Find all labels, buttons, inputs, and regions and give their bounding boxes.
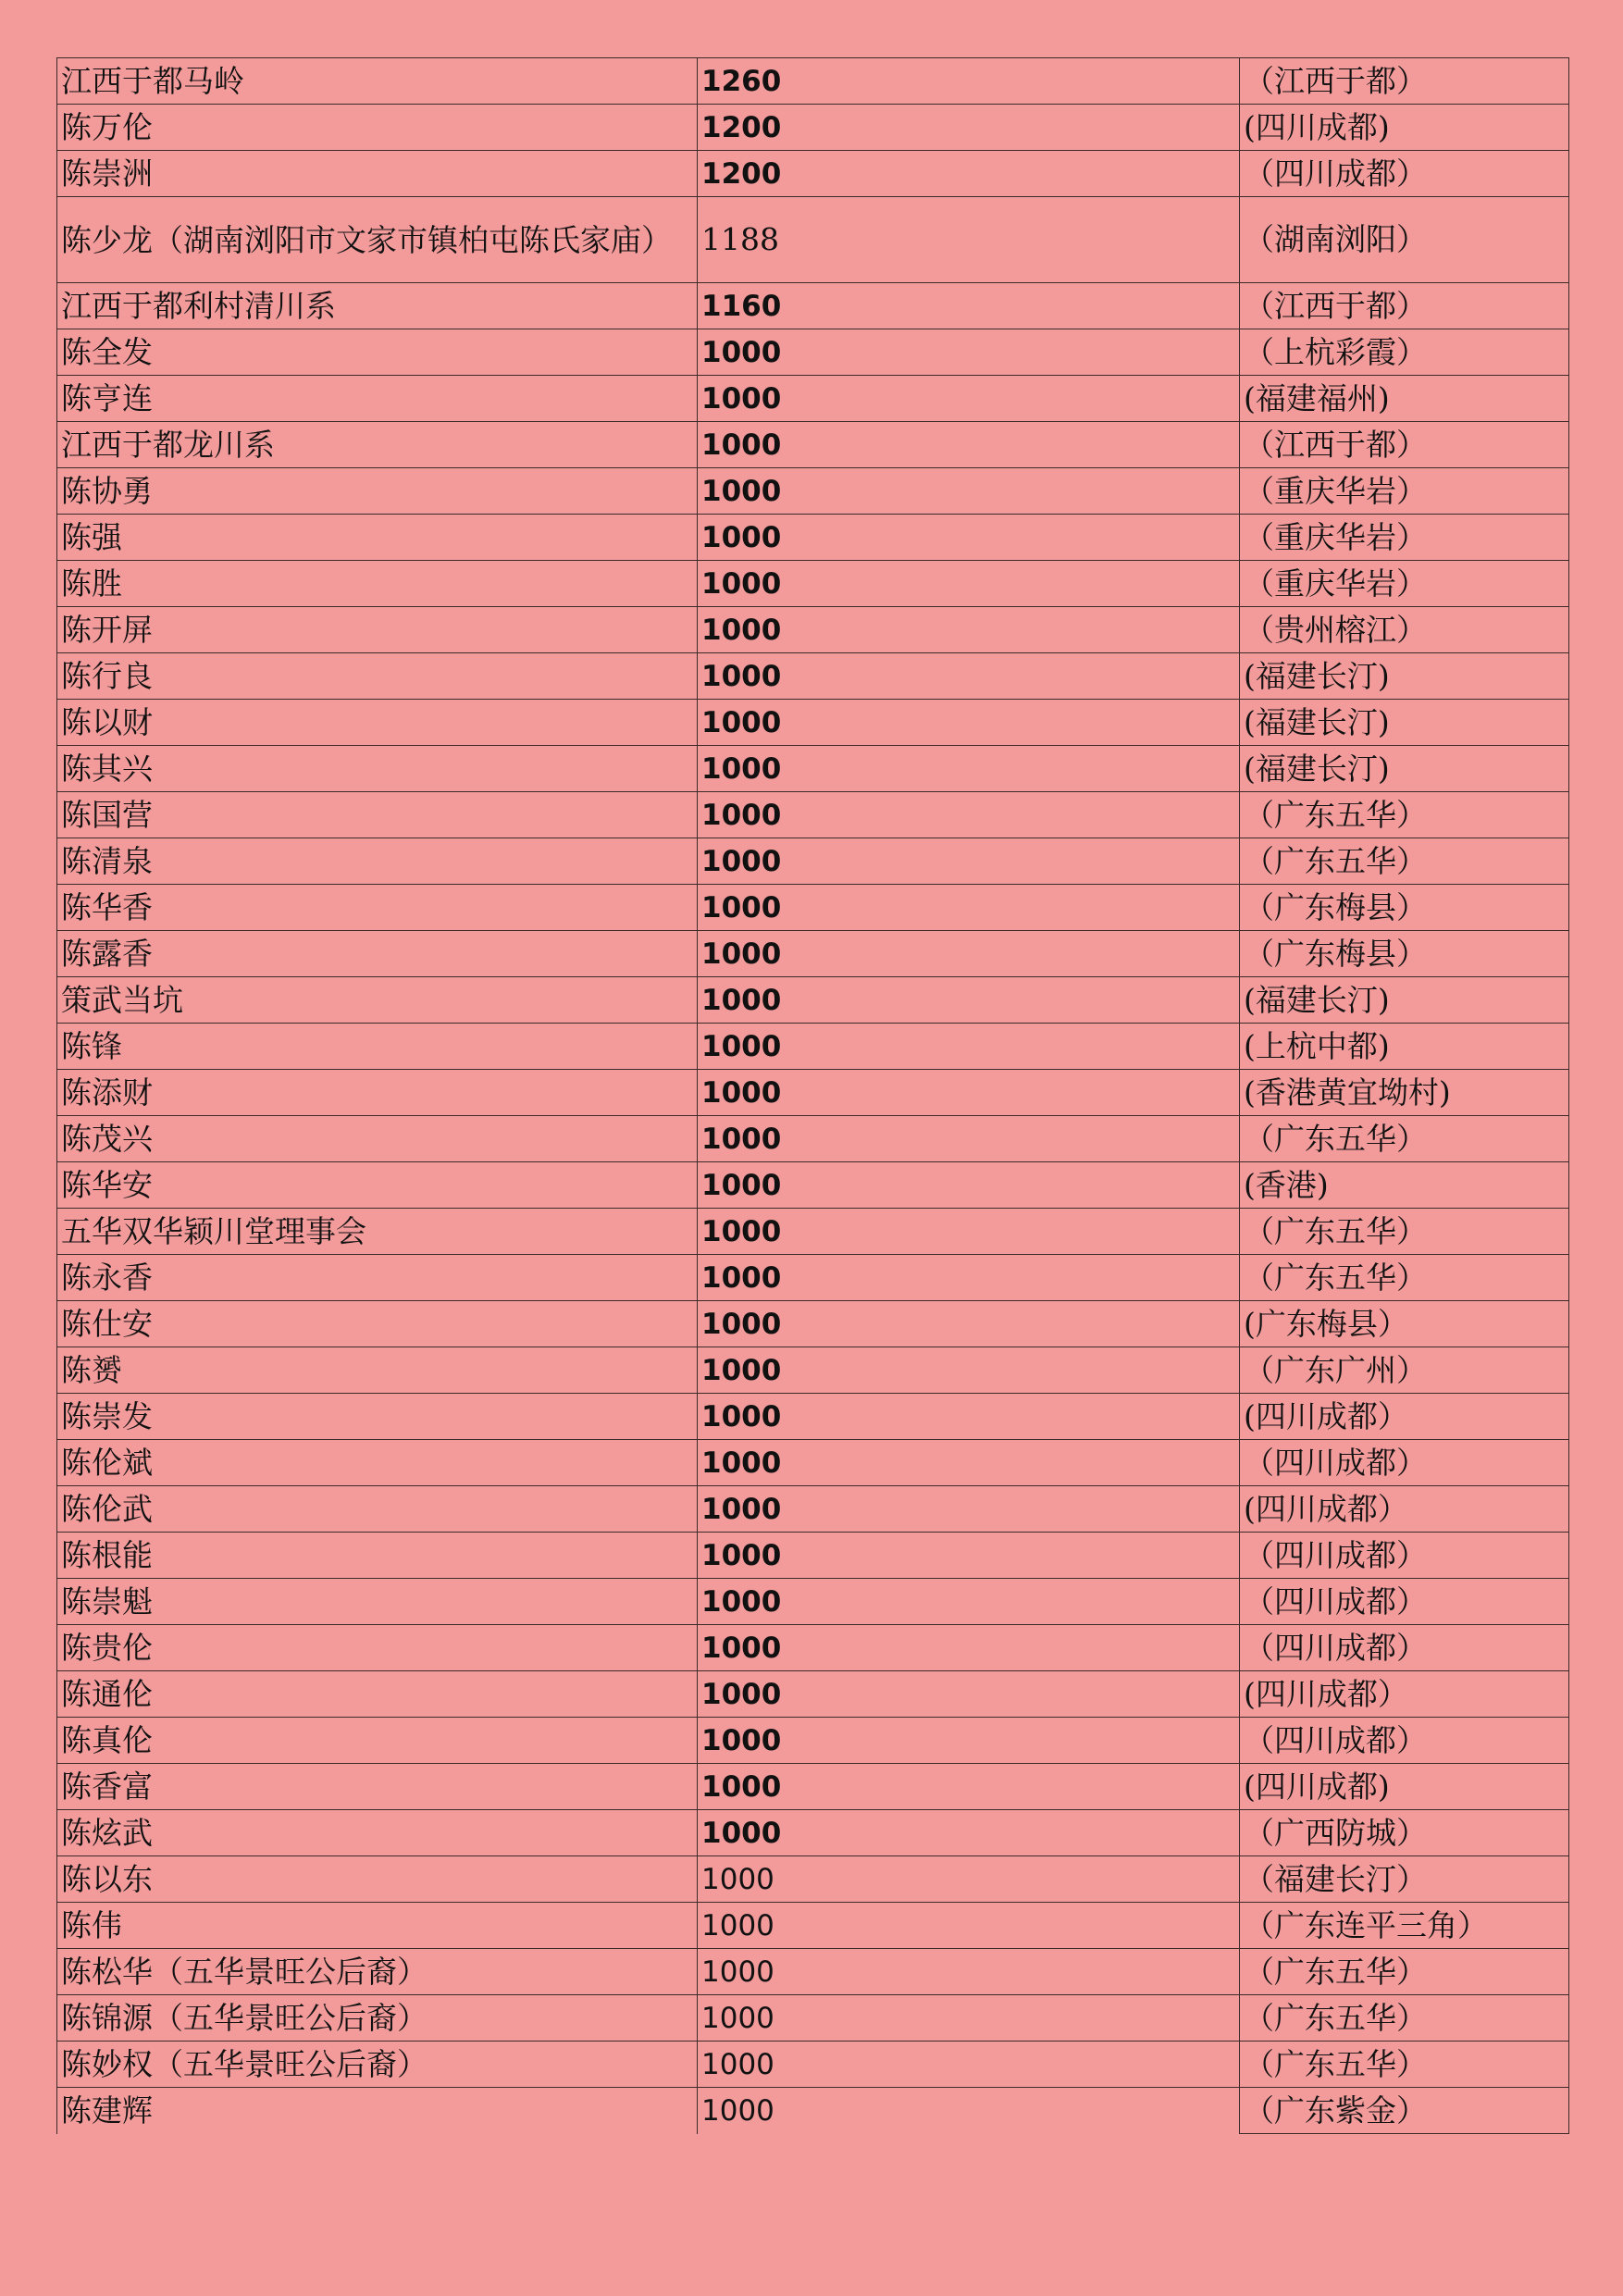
- table-row: [57, 1255, 1569, 1301]
- table-row: [57, 700, 1569, 746]
- donor-name-cell: 陈万伦: [57, 105, 698, 151]
- donor-location-cell: （广东五华）: [1240, 1995, 1569, 2042]
- donation-amount-cell: 1000: [698, 1209, 1240, 1255]
- donation-amount-cell: 1000: [698, 700, 1240, 746]
- table-row: [57, 1070, 1569, 1116]
- donor-name-cell: 陈赟: [57, 1347, 698, 1394]
- table-row: [57, 376, 1569, 422]
- donor-name-cell: 陈华香: [57, 885, 698, 931]
- donor-name-cell: 陈妙权（五华景旺公后裔）: [57, 2042, 698, 2088]
- table-row: [57, 1440, 1569, 1486]
- donor-name-cell: 陈其兴: [57, 746, 698, 792]
- donor-location-cell: (四川成都）: [1240, 1394, 1569, 1440]
- donor-name-cell: 陈少龙（湖南浏阳市文家市镇柏屯陈氏家庙）: [57, 197, 698, 283]
- table-row: [57, 885, 1569, 931]
- donor-location-cell: (上杭中都): [1240, 1024, 1569, 1070]
- donor-location-cell: （江西于都）: [1240, 58, 1569, 105]
- donation-amount-cell: 1000: [698, 1116, 1240, 1162]
- donor-name-cell: 陈仕安: [57, 1301, 698, 1347]
- donation-amount-cell: 1000: [698, 1070, 1240, 1116]
- donor-name-cell: 陈根能: [57, 1533, 698, 1579]
- donor-name-cell: 策武当坑: [57, 977, 698, 1024]
- donation-amount-cell: 1000: [698, 1024, 1240, 1070]
- table-row: [57, 1856, 1569, 1903]
- donor-location-cell: (福建长汀): [1240, 653, 1569, 700]
- donation-amount-cell: 1000: [698, 1903, 1240, 1949]
- table-row: [57, 422, 1569, 468]
- donation-amount-cell: 1000: [698, 607, 1240, 653]
- donation-amount-cell: 1000: [698, 329, 1240, 376]
- donor-location-cell: （广东五华）: [1240, 2042, 1569, 2088]
- donor-location-cell: (四川成都）: [1240, 1486, 1569, 1533]
- donor-location-cell: （广东广州）: [1240, 1347, 1569, 1394]
- table-row: [57, 515, 1569, 561]
- table-row: [57, 1810, 1569, 1856]
- donor-name-cell: 陈永香: [57, 1255, 698, 1301]
- donor-name-cell: 陈香富: [57, 1764, 698, 1810]
- donor-name-cell: 陈崇洲: [57, 151, 698, 197]
- table-row: [57, 468, 1569, 515]
- donation-amount-cell: 1188: [698, 197, 1240, 283]
- donor-location-cell: （湖南浏阳）: [1240, 197, 1569, 283]
- donation-amount-cell: 1000: [698, 2088, 1240, 2134]
- donation-amount-cell: 1200: [698, 105, 1240, 151]
- donation-amount-cell: 1000: [698, 376, 1240, 422]
- donation-amount-cell: 1000: [698, 931, 1240, 977]
- table-row: [57, 151, 1569, 197]
- donation-amount-cell: 1000: [698, 792, 1240, 838]
- donor-location-cell: (四川成都): [1240, 105, 1569, 151]
- donor-location-cell: （江西于都）: [1240, 283, 1569, 329]
- donation-amount-cell: 1000: [698, 1718, 1240, 1764]
- donor-name-cell: 陈清泉: [57, 838, 698, 885]
- donor-location-cell: （广东五华）: [1240, 1255, 1569, 1301]
- donation-amount-cell: 1000: [698, 1394, 1240, 1440]
- donation-amount-cell: 1200: [698, 151, 1240, 197]
- donor-location-cell: （广东连平三角）: [1240, 1903, 1569, 1949]
- donor-location-cell: (四川成都）: [1240, 1671, 1569, 1718]
- table-row: [57, 977, 1569, 1024]
- table-row: [57, 1486, 1569, 1533]
- donor-name-cell: 陈强: [57, 515, 698, 561]
- table-row: [57, 561, 1569, 607]
- donation-amount-cell: 1000: [698, 1440, 1240, 1486]
- donor-name-cell: 陈亨连: [57, 376, 698, 422]
- donor-location-cell: (四川成都): [1240, 1764, 1569, 1810]
- donor-table-body: [57, 58, 1569, 2134]
- table-row: [57, 746, 1569, 792]
- table-row: [57, 1764, 1569, 1810]
- donor-location-cell: (福建长汀): [1240, 746, 1569, 792]
- donor-location-cell: （广东梅县）: [1240, 931, 1569, 977]
- table-row: [57, 1949, 1569, 1995]
- donor-name-cell: 陈全发: [57, 329, 698, 376]
- donor-location-cell: (福建长汀): [1240, 700, 1569, 746]
- donation-amount-cell: 1000: [698, 468, 1240, 515]
- donor-name-cell: 陈炫武: [57, 1810, 698, 1856]
- table-row: [57, 931, 1569, 977]
- donor-name-cell: 陈松华（五华景旺公后裔）: [57, 1949, 698, 1995]
- table-row: [57, 1347, 1569, 1394]
- donor-name-cell: 江西于都利村清川系: [57, 283, 698, 329]
- donation-amount-cell: 1000: [698, 1810, 1240, 1856]
- table-row: [57, 1301, 1569, 1347]
- table-row: [57, 1533, 1569, 1579]
- donation-amount-cell: 1000: [698, 1486, 1240, 1533]
- donor-location-cell: （广东梅县）: [1240, 885, 1569, 931]
- donor-location-cell: （广东五华）: [1240, 838, 1569, 885]
- donation-amount-cell: 1000: [698, 515, 1240, 561]
- donation-amount-cell: 1000: [698, 653, 1240, 700]
- table-row: [57, 197, 1569, 283]
- donor-name-cell: 陈华安: [57, 1162, 698, 1209]
- donor-name-cell: 陈通伦: [57, 1671, 698, 1718]
- donor-name-cell: 陈以财: [57, 700, 698, 746]
- donor-name-cell: 陈锦源（五华景旺公后裔）: [57, 1995, 698, 2042]
- donor-name-cell: 陈协勇: [57, 468, 698, 515]
- table-row: [57, 1903, 1569, 1949]
- donor-location-cell: （上杭彩霞）: [1240, 329, 1569, 376]
- donor-name-cell: 陈真伦: [57, 1718, 698, 1764]
- donor-location-cell: （四川成都）: [1240, 1625, 1569, 1671]
- donation-amount-cell: 1000: [698, 746, 1240, 792]
- donation-amount-cell: 1000: [698, 1301, 1240, 1347]
- donor-location-cell: （广东五华）: [1240, 1116, 1569, 1162]
- donor-location-cell: (香港黄宜坳村): [1240, 1070, 1569, 1116]
- table-row: [57, 653, 1569, 700]
- donor-name-cell: 五华双华颖川堂理事会: [57, 1209, 698, 1255]
- donation-amount-cell: 1260: [698, 58, 1240, 105]
- donation-amount-cell: 1000: [698, 1764, 1240, 1810]
- table-row: [57, 329, 1569, 376]
- donation-amount-cell: 1000: [698, 1856, 1240, 1903]
- donation-amount-cell: 1000: [698, 977, 1240, 1024]
- donor-location-cell: （广西防城）: [1240, 1810, 1569, 1856]
- donation-amount-cell: 1000: [698, 1949, 1240, 1995]
- donor-location-cell: （广东紫金）: [1240, 2088, 1569, 2134]
- donor-location-cell: （福建长汀）: [1240, 1856, 1569, 1903]
- table-row: [57, 1024, 1569, 1070]
- donor-location-cell: （四川成都）: [1240, 1533, 1569, 1579]
- donor-location-cell: （重庆华岩）: [1240, 515, 1569, 561]
- donor-name-cell: 陈崇魁: [57, 1579, 698, 1625]
- donation-amount-cell: 1000: [698, 1347, 1240, 1394]
- donor-location-cell: （广东五华）: [1240, 792, 1569, 838]
- donation-amount-cell: 1000: [698, 1579, 1240, 1625]
- table-row: [57, 2042, 1569, 2088]
- donor-location-cell: （四川成都）: [1240, 1579, 1569, 1625]
- donor-location-cell: (香港): [1240, 1162, 1569, 1209]
- donor-name-cell: 陈国营: [57, 792, 698, 838]
- table-row: [57, 58, 1569, 105]
- donor-location-cell: （四川成都）: [1240, 1718, 1569, 1764]
- donor-location-cell: (福建长汀): [1240, 977, 1569, 1024]
- donor-name-cell: 陈露香: [57, 931, 698, 977]
- donation-amount-cell: 1000: [698, 1255, 1240, 1301]
- donation-amount-cell: 1000: [698, 1671, 1240, 1718]
- donor-name-cell: 陈以东: [57, 1856, 698, 1903]
- table-row: [57, 1671, 1569, 1718]
- donor-location-cell: （广东五华）: [1240, 1209, 1569, 1255]
- donor-name-cell: 陈崇发: [57, 1394, 698, 1440]
- table-row: [57, 838, 1569, 885]
- donor-location-cell: （重庆华岩）: [1240, 468, 1569, 515]
- table-row: [57, 1579, 1569, 1625]
- table-row: [57, 105, 1569, 151]
- table-row: [57, 1625, 1569, 1671]
- table-row: [57, 283, 1569, 329]
- donor-location-cell: (广东梅县）: [1240, 1301, 1569, 1347]
- donor-location-cell: （四川成都）: [1240, 151, 1569, 197]
- table-row: [57, 1394, 1569, 1440]
- donation-amount-cell: 1000: [698, 1533, 1240, 1579]
- table-row: [57, 1718, 1569, 1764]
- donor-name-cell: 陈开屏: [57, 607, 698, 653]
- donor-name-cell: 陈茂兴: [57, 1116, 698, 1162]
- donor-location-cell: (福建福州): [1240, 376, 1569, 422]
- donor-name-cell: 陈锋: [57, 1024, 698, 1070]
- donation-amount-cell: 1000: [698, 838, 1240, 885]
- donor-location-cell: （江西于都）: [1240, 422, 1569, 468]
- donation-amount-cell: 1000: [698, 422, 1240, 468]
- donor-name-cell: 陈行良: [57, 653, 698, 700]
- table-row: [57, 1116, 1569, 1162]
- donation-amount-cell: 1000: [698, 1995, 1240, 2042]
- donation-amount-cell: 1000: [698, 1162, 1240, 1209]
- donor-name-cell: 陈胜: [57, 561, 698, 607]
- donor-name-cell: 陈添财: [57, 1070, 698, 1116]
- donor-name-cell: 陈伦斌: [57, 1440, 698, 1486]
- table-row: [57, 792, 1569, 838]
- donor-name-cell: 江西于都马岭: [57, 58, 698, 105]
- donor-name-cell: 江西于都龙川系: [57, 422, 698, 468]
- donor-name-cell: 陈伦武: [57, 1486, 698, 1533]
- donor-name-cell: 陈贵伦: [57, 1625, 698, 1671]
- donation-amount-cell: 1000: [698, 1625, 1240, 1671]
- donor-table: [56, 57, 1569, 2134]
- donor-location-cell: （重庆华岩）: [1240, 561, 1569, 607]
- donor-location-cell: （贵州榕江）: [1240, 607, 1569, 653]
- donor-location-cell: （四川成都）: [1240, 1440, 1569, 1486]
- donor-name-cell: 陈伟: [57, 1903, 698, 1949]
- donation-amount-cell: 1160: [698, 283, 1240, 329]
- table-row: [57, 1209, 1569, 1255]
- table-row: [57, 1162, 1569, 1209]
- table-row: [57, 1995, 1569, 2042]
- donation-amount-cell: 1000: [698, 561, 1240, 607]
- donation-amount-cell: 1000: [698, 2042, 1240, 2088]
- table-row: [57, 2088, 1569, 2134]
- donation-amount-cell: 1000: [698, 885, 1240, 931]
- table-row: [57, 607, 1569, 653]
- donor-location-cell: （广东五华）: [1240, 1949, 1569, 1995]
- donor-name-cell: 陈建辉: [57, 2088, 698, 2134]
